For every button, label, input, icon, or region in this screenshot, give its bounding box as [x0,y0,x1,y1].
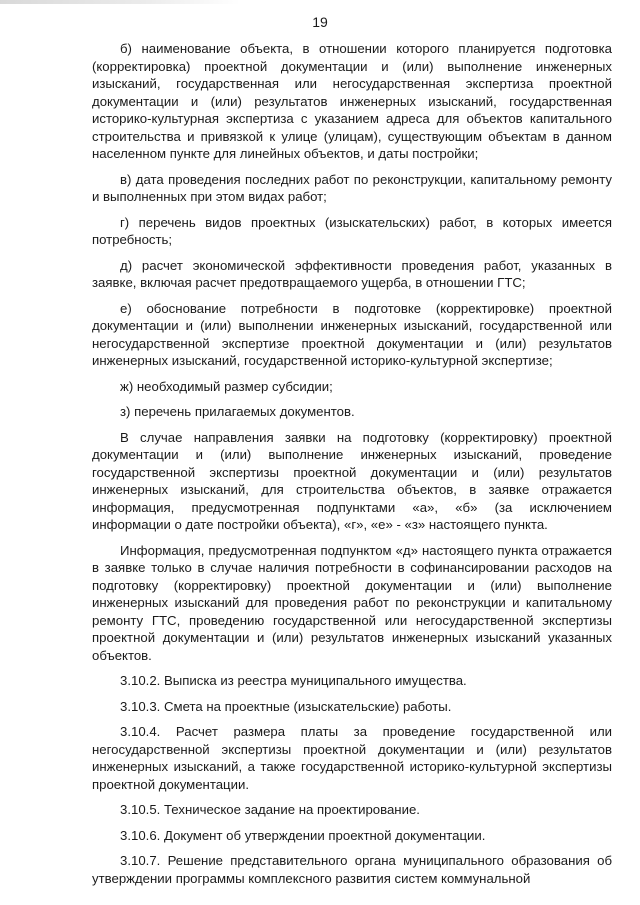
paragraph-3-10-3: 3.10.3. Смета на проектные (изыскательские) работы. [120,698,452,714]
paragraph-e: е) обоснование потребности в подготовке (корректировке) проектной документации и (или) выполнении инженерных изысканий, государственной или негосударственной экспертизе проектной документации и (или) результатов инженерных изысканий, государственной историко-культурной экспертизе; [92,300,612,368]
paragraph-application-case: В случае направления заявки на подготовку (корректировку) проектной документации и (или) выполнение инженерных изысканий, проведение государственной экспертизы проектной документации и (или) результатов инженерных изысканий, для строительства объектов, в заявке отражается информация, предусмотренная подпунктами «а», «б» (за исключением информации о дате постройки объекта), «г», «е» - «з» настоящего пункта. [92,429,612,532]
paragraph-z: з) перечень прилагаемых документов. [120,404,355,419]
paragraph-3-10-7: 3.10.7. Решение представительного органа муниципального образования об утверждении программы комплексного развития систем коммунальной [92,853,612,886]
paragraph-3-10-4: 3.10.4. Расчет размера платы за проведение государственной или негосударственной экспертизы проектной документации и (или) результатов инженерных изысканий, а также государственной историко-культурной экспертизы проектной документации. [92,724,612,792]
paragraph-d: д) расчет экономической эффективности проведения работ, указанных в заявке, включая расчет предотвращаемого ущерба, в отношении ГТС; [92,257,612,290]
scan-artifact [0,0,240,4]
paragraph-3-10-5: 3.10.5. Техническое задание на проектирование. [120,802,420,817]
paragraph-g: г) перечень видов проектных (изыскательских) работ, в которых имеется потребность; [92,214,612,247]
paragraph-b: б) наименование объекта, в отношении которого планируется подготовка (корректировка) проектной документации и (или) выполнение инженерных изысканий, государственная или негосударственная экспертиза проектной документации и (или) результатов инженерных изысканий, государственная историко-культурная экспертиза с указанием адреса для объектов капитального строительства и привязкой к улице (улицам), существующим объектам в данном населенном пункте для линейных объектов, и даты постройки; [92,41,612,161]
page-number: 19 [312,14,328,30]
paragraph-3-10-2: 3.10.2. Выписка из реестра муниципального имущества. [120,673,467,688]
paragraph-3-10-6: 3.10.6. Документ об утверждении проектной документации. [120,827,486,843]
document-body [92,40,612,895]
paragraph-information-d: Информация, предусмотренная подпунктом «д» настоящего пункта отражается в заявке только в случае наличия потребности в софинансировании расходов на подготовку (корректировку) проектной документации и (или) выполнение инженерных изысканий для проведения работ по реконструкции и капитальному ремонту ГТС, проведению государственной или негосударственной экспертизы проектной документации и (или) результатов инженерных изысканий указанных объектов. [92,542,612,663]
paragraph-v: в) дата проведения последних работ по реконструкции, капитальному ремонту и выполненных при этом видах работ; [92,171,612,204]
paragraph-zh: ж) необходимый размер субсидии; [120,378,333,394]
